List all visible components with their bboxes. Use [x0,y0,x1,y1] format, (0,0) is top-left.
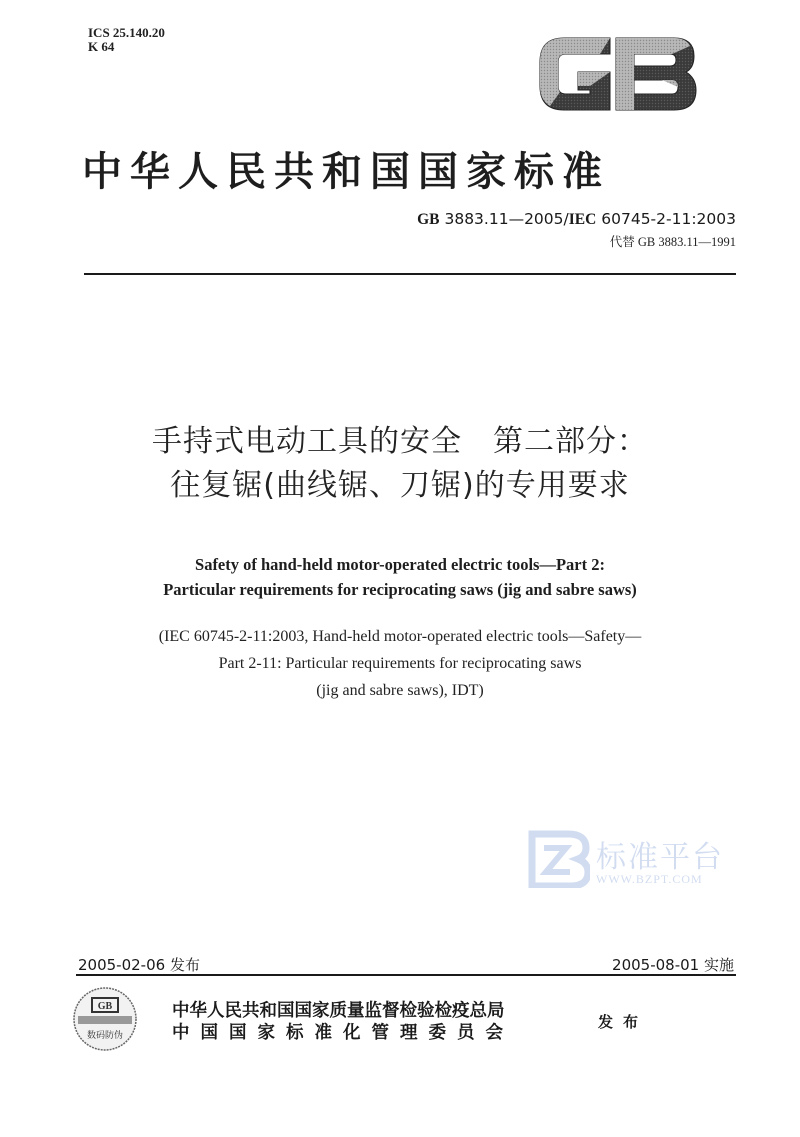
english-title [0,552,800,602]
standard-prefix: GB [417,211,440,228]
chinese-title [0,420,800,508]
iec-prefix: IEC [568,211,597,228]
header-divider [84,273,736,275]
replaces-standard: 代替 GB 3883.11—1991 [609,235,736,249]
iec-reference-line2: Part 2-11: Particular requirements for reciprocating saws [218,655,582,672]
issuer-line2: 中国国家标准化管理委员会 [172,1023,514,1043]
issuer-line1: 中华人民共和国国家质量监督检验检疫总局 [172,1001,505,1021]
chinese-title-line1: 手持式电动工具的安全 第二部分： [152,424,648,459]
bzpt-logo-icon [528,830,590,888]
national-standard-title: 中华人民共和国国家标准 [82,148,610,195]
iec-number: 60745-2-11:2003 [601,210,736,228]
k-code: K 64 [88,39,115,54]
iec-reference [0,623,800,704]
issuing-authority [172,1000,514,1044]
watermark-url: WWW.BZPT.COM [596,872,703,886]
implementation-date: 2005-08-01 实施 [612,956,734,974]
iec-reference-line1: (IEC 60745-2-11:2003, Hand-held motor-operated electric tools—Safety— [158,628,642,645]
issue-date: 2005-02-06 发布 [78,956,200,974]
svg-text:数码防伪: 数码防伪 [86,1031,124,1041]
chinese-title-line2: 往复锯(曲线锯、刀锯)的专用要求 [170,468,630,503]
iec-reference-line3: (jig and sabre saws), IDT) [316,682,484,699]
watermark-text: 标准平台 [596,840,724,875]
footer-divider [76,974,736,976]
anti-counterfeit-seal-icon [72,986,138,1052]
publish-label: 发布 [598,1013,649,1031]
standard-number [417,210,736,229]
classification-codes [88,26,165,54]
ics-code: ICS 25.140.20 [88,25,165,40]
svg-text:GB: GB [97,1001,113,1012]
watermark [528,830,738,890]
english-title-line2: Particular requirements for reciprocating saws (jig and sabre saws) [163,580,637,599]
english-title-line1: Safety of hand-held motor-operated electric tools—Part 2: [195,555,605,574]
standard-number-value: 3883.11—2005/ [444,210,569,228]
gb-logo-icon [534,30,704,118]
